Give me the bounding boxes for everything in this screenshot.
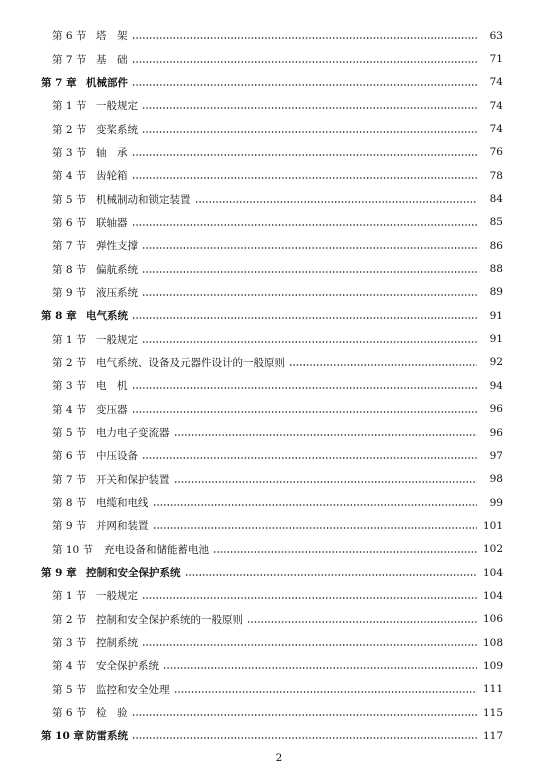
toc-entry-number: 第 1 节 bbox=[52, 100, 87, 113]
toc-entry-title: 控制和安全保护系统的一般原则 bbox=[96, 613, 243, 626]
toc-entry-title: 电气系统 bbox=[86, 310, 128, 323]
toc-entry-page: 84 bbox=[489, 193, 503, 206]
toc-entry-title: 液压系统 bbox=[96, 286, 138, 299]
toc-entry-number: 第 2 节 bbox=[52, 613, 87, 626]
toc-entry-number: 第 5 节 bbox=[52, 193, 87, 206]
dot-leader bbox=[153, 504, 478, 506]
dot-leader bbox=[185, 574, 478, 576]
toc-entry-number: 第 7 节 bbox=[52, 53, 87, 66]
toc-entry-number: 第 3 节 bbox=[52, 637, 87, 650]
toc-entry-page: 101 bbox=[482, 519, 503, 532]
dot-leader bbox=[142, 247, 477, 249]
toc-entry-number: 第 10 章 bbox=[41, 730, 84, 743]
dot-leader bbox=[142, 644, 477, 646]
toc-entry-number: 第 9 章 bbox=[41, 567, 77, 580]
toc-entry-title: 控制和安全保护系统 bbox=[86, 567, 181, 580]
toc-entry-number: 第 8 节 bbox=[52, 497, 87, 510]
toc-section-row bbox=[0, 351, 558, 374]
toc-entry-page: 71 bbox=[489, 53, 503, 66]
toc-entry-title: 一般规定 bbox=[96, 100, 138, 113]
toc-section-row bbox=[0, 538, 558, 561]
toc-entry-page: 115 bbox=[482, 706, 503, 719]
toc-entry-page: 96 bbox=[489, 403, 503, 416]
toc-entry-title: 电缆和电线 bbox=[96, 497, 149, 510]
toc-entry-page: 97 bbox=[489, 449, 503, 462]
toc-section-row bbox=[0, 164, 558, 187]
toc-entry-number: 第 6 节 bbox=[52, 216, 87, 229]
toc-entry-title: 弹性支撑 bbox=[96, 240, 138, 253]
toc-section-row bbox=[0, 211, 558, 234]
page-number-footer: 2 bbox=[275, 752, 283, 764]
toc-entry-number: 第 4 节 bbox=[52, 170, 87, 183]
toc-entry-number: 第 2 节 bbox=[52, 123, 87, 136]
dot-leader bbox=[142, 107, 477, 109]
toc-entry-page: 78 bbox=[489, 169, 503, 182]
toc-entry-number: 第 5 节 bbox=[52, 683, 87, 696]
toc-entry-page: 76 bbox=[489, 146, 503, 159]
dot-leader bbox=[132, 37, 478, 39]
toc-chapter-row bbox=[0, 724, 558, 747]
dot-leader bbox=[163, 667, 477, 669]
dot-leader bbox=[142, 271, 477, 273]
toc-entry-title: 中压设备 bbox=[96, 450, 138, 463]
toc-entry-page: 109 bbox=[482, 659, 503, 672]
toc-entry-page: 86 bbox=[489, 239, 503, 252]
toc-section-row bbox=[0, 444, 558, 467]
dot-leader bbox=[132, 224, 478, 226]
toc-entry-number: 第 6 节 bbox=[52, 707, 87, 720]
toc-entry-page: 92 bbox=[489, 356, 503, 369]
toc-entry-page: 88 bbox=[489, 263, 503, 276]
toc-entry-number: 第 7 章 bbox=[41, 76, 77, 89]
toc-entry-page: 94 bbox=[489, 379, 503, 392]
dot-leader bbox=[132, 737, 477, 739]
toc-entry-page: 85 bbox=[489, 216, 503, 229]
toc-entry-title: 变压器 bbox=[96, 403, 128, 416]
table-of-contents bbox=[0, 24, 558, 748]
toc-section-row bbox=[0, 117, 558, 140]
toc-entry-number: 第 7 节 bbox=[52, 473, 87, 486]
toc-entry-title: 联轴器 bbox=[96, 216, 128, 229]
dot-leader bbox=[132, 411, 478, 413]
toc-entry-title: 控制系统 bbox=[96, 637, 138, 650]
dot-leader bbox=[247, 621, 477, 623]
toc-entry-number: 第 4 节 bbox=[52, 403, 87, 416]
toc-entry-number: 第 8 章 bbox=[41, 310, 77, 323]
toc-entry-page: 104 bbox=[482, 566, 503, 579]
toc-entry-page: 117 bbox=[482, 729, 503, 742]
toc-entry-page: 91 bbox=[489, 309, 503, 322]
toc-entry-title: 一般规定 bbox=[96, 590, 138, 603]
toc-entry-title: 轴 承 bbox=[96, 146, 128, 159]
dot-leader bbox=[132, 61, 478, 63]
dot-leader bbox=[142, 294, 477, 296]
toc-section-row bbox=[0, 514, 558, 537]
dot-leader bbox=[174, 434, 478, 436]
toc-entry-page: 96 bbox=[489, 426, 503, 439]
toc-entry-page: 99 bbox=[489, 496, 503, 509]
toc-entry-title: 塔 架 bbox=[96, 30, 128, 43]
toc-entry-page: 102 bbox=[482, 543, 503, 556]
toc-chapter-row bbox=[0, 71, 558, 94]
toc-entry-number: 第 1 节 bbox=[52, 333, 87, 346]
toc-entry-number: 第 4 节 bbox=[52, 660, 87, 673]
toc-section-row bbox=[0, 584, 558, 607]
toc-section-row bbox=[0, 398, 558, 421]
toc-entry-page: 111 bbox=[482, 683, 503, 696]
toc-entry-title: 基 础 bbox=[96, 53, 128, 66]
toc-entry-number: 第 6 节 bbox=[52, 30, 87, 43]
toc-section-row bbox=[0, 327, 558, 350]
toc-entry-page: 74 bbox=[489, 76, 503, 89]
toc-entry-number: 第 10 节 bbox=[52, 543, 94, 556]
toc-section-row bbox=[0, 257, 558, 280]
dot-leader bbox=[142, 457, 477, 459]
toc-entry-number: 第 5 节 bbox=[52, 427, 87, 440]
toc-entry-number: 第 7 节 bbox=[52, 240, 87, 253]
toc-entry-title: 检 验 bbox=[96, 707, 128, 720]
toc-section-row bbox=[0, 468, 558, 491]
toc-entry-number: 第 9 节 bbox=[52, 286, 87, 299]
toc-entry-number: 第 8 节 bbox=[52, 263, 87, 276]
toc-section-row bbox=[0, 631, 558, 654]
dot-leader bbox=[132, 177, 478, 179]
toc-section-row bbox=[0, 281, 558, 304]
toc-section-row bbox=[0, 234, 558, 257]
toc-section-row bbox=[0, 141, 558, 164]
toc-entry-title: 防雷系统 bbox=[86, 730, 128, 743]
toc-section-row bbox=[0, 678, 558, 701]
toc-entry-page: 63 bbox=[489, 29, 503, 42]
dot-leader bbox=[142, 597, 477, 599]
dot-leader bbox=[132, 387, 478, 389]
toc-entry-title: 监控和安全处理 bbox=[96, 683, 170, 696]
toc-entry-number: 第 9 节 bbox=[52, 520, 87, 533]
dot-leader bbox=[213, 551, 477, 553]
toc-entry-title: 并网和装置 bbox=[96, 520, 149, 533]
toc-entry-number: 第 2 节 bbox=[52, 356, 87, 369]
toc-section-row bbox=[0, 701, 558, 724]
toc-entry-title: 偏航系统 bbox=[96, 263, 138, 276]
toc-section-row bbox=[0, 94, 558, 117]
toc-entry-title: 电气系统、设备及元器件设计的一般原则 bbox=[96, 356, 285, 369]
toc-section-row bbox=[0, 421, 558, 444]
toc-entry-page: 104 bbox=[482, 589, 503, 602]
toc-entry-number: 第 3 节 bbox=[52, 146, 87, 159]
dot-leader bbox=[142, 131, 477, 133]
dot-leader bbox=[289, 364, 477, 366]
dot-leader bbox=[132, 317, 477, 319]
dot-leader bbox=[174, 691, 478, 693]
toc-entry-title: 电力电子变流器 bbox=[96, 427, 170, 440]
toc-section-row bbox=[0, 47, 558, 70]
toc-section-row bbox=[0, 491, 558, 514]
toc-entry-page: 108 bbox=[482, 636, 503, 649]
toc-section-row bbox=[0, 187, 558, 210]
dot-leader bbox=[132, 84, 477, 86]
toc-entry-title: 开关和保护装置 bbox=[96, 473, 170, 486]
toc-section-row bbox=[0, 608, 558, 631]
toc-entry-number: 第 1 节 bbox=[52, 590, 87, 603]
toc-section-row bbox=[0, 654, 558, 677]
toc-entry-page: 98 bbox=[489, 473, 503, 486]
dot-leader bbox=[142, 341, 477, 343]
toc-entry-title: 变桨系统 bbox=[96, 123, 138, 136]
toc-entry-title: 一般规定 bbox=[96, 333, 138, 346]
toc-chapter-row bbox=[0, 561, 558, 584]
toc-entry-page: 74 bbox=[489, 99, 503, 112]
toc-entry-number: 第 6 节 bbox=[52, 450, 87, 463]
toc-entry-title: 充电设备和储能蓄电池 bbox=[104, 543, 209, 556]
toc-entry-title: 安全保护系统 bbox=[96, 660, 159, 673]
dot-leader bbox=[195, 201, 478, 203]
dot-leader bbox=[132, 714, 478, 716]
toc-entry-title: 机械制动和锁定装置 bbox=[96, 193, 191, 206]
toc-entry-title: 齿轮箱 bbox=[96, 170, 128, 183]
toc-entry-title: 机械部件 bbox=[86, 76, 128, 89]
toc-entry-page: 91 bbox=[489, 333, 503, 346]
toc-entry-page: 89 bbox=[489, 286, 503, 299]
toc-entry-page: 106 bbox=[482, 613, 503, 626]
toc-section-row bbox=[0, 374, 558, 397]
dot-leader bbox=[153, 527, 478, 529]
toc-chapter-row bbox=[0, 304, 558, 327]
toc-entry-page: 74 bbox=[489, 123, 503, 136]
toc-entry-number: 第 3 节 bbox=[52, 380, 87, 393]
dot-leader bbox=[132, 154, 478, 156]
dot-leader bbox=[174, 481, 478, 483]
toc-section-row bbox=[0, 24, 558, 47]
toc-entry-title: 电 机 bbox=[96, 380, 128, 393]
